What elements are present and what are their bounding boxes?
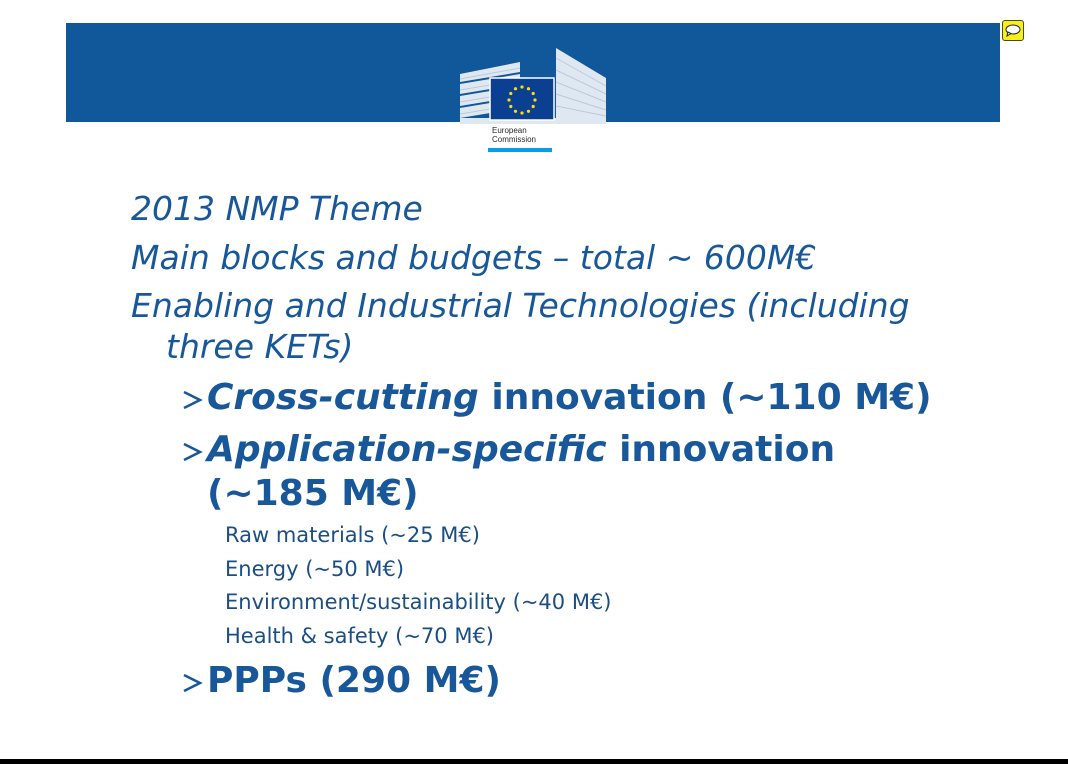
subitem-raw-materials: Raw materials (~25 M€) bbox=[225, 523, 480, 547]
cross-cutting-budget: innovation (~110 M€) bbox=[478, 377, 932, 418]
bottom-divider bbox=[0, 759, 1068, 764]
ppps-label: PPPs (290 M€) bbox=[207, 660, 501, 701]
application-specific-rest: innovation bbox=[606, 429, 836, 470]
enabling-technologies-line2: three KETs) bbox=[166, 327, 354, 366]
logo-caption-line1: European bbox=[492, 126, 527, 135]
slide-title: 2013 NMP Theme bbox=[131, 189, 423, 228]
budget-summary: Main blocks and budgets – total ~ 600M€ bbox=[131, 238, 817, 277]
logo-caption-line2: Commission bbox=[492, 135, 537, 144]
arrow-bullet-icon bbox=[181, 377, 207, 419]
speech-bubble-icon[interactable] bbox=[1002, 20, 1024, 41]
bullet-ppps bbox=[181, 660, 501, 702]
subitem-energy: Energy (~50 M€) bbox=[225, 557, 405, 581]
enabling-technologies-line1: Enabling and Industrial Technologies (including bbox=[131, 286, 910, 325]
subitem-environment: Environment/sustainability (~40 M€) bbox=[225, 590, 612, 614]
cross-cutting-label: Cross-cutting bbox=[207, 377, 479, 418]
logo-caption bbox=[492, 126, 536, 144]
bullet-cross-cutting bbox=[181, 377, 932, 419]
bullet-application-specific bbox=[181, 429, 835, 471]
logo-accent-bar bbox=[488, 148, 552, 152]
application-specific-label: Application-specific bbox=[207, 429, 607, 470]
subitem-health-safety: Health & safety (~70 M€) bbox=[225, 624, 495, 648]
arrow-bullet-icon bbox=[181, 660, 207, 702]
arrow-bullet-icon bbox=[181, 429, 207, 471]
application-specific-budget: (~185 M€) bbox=[207, 473, 419, 514]
